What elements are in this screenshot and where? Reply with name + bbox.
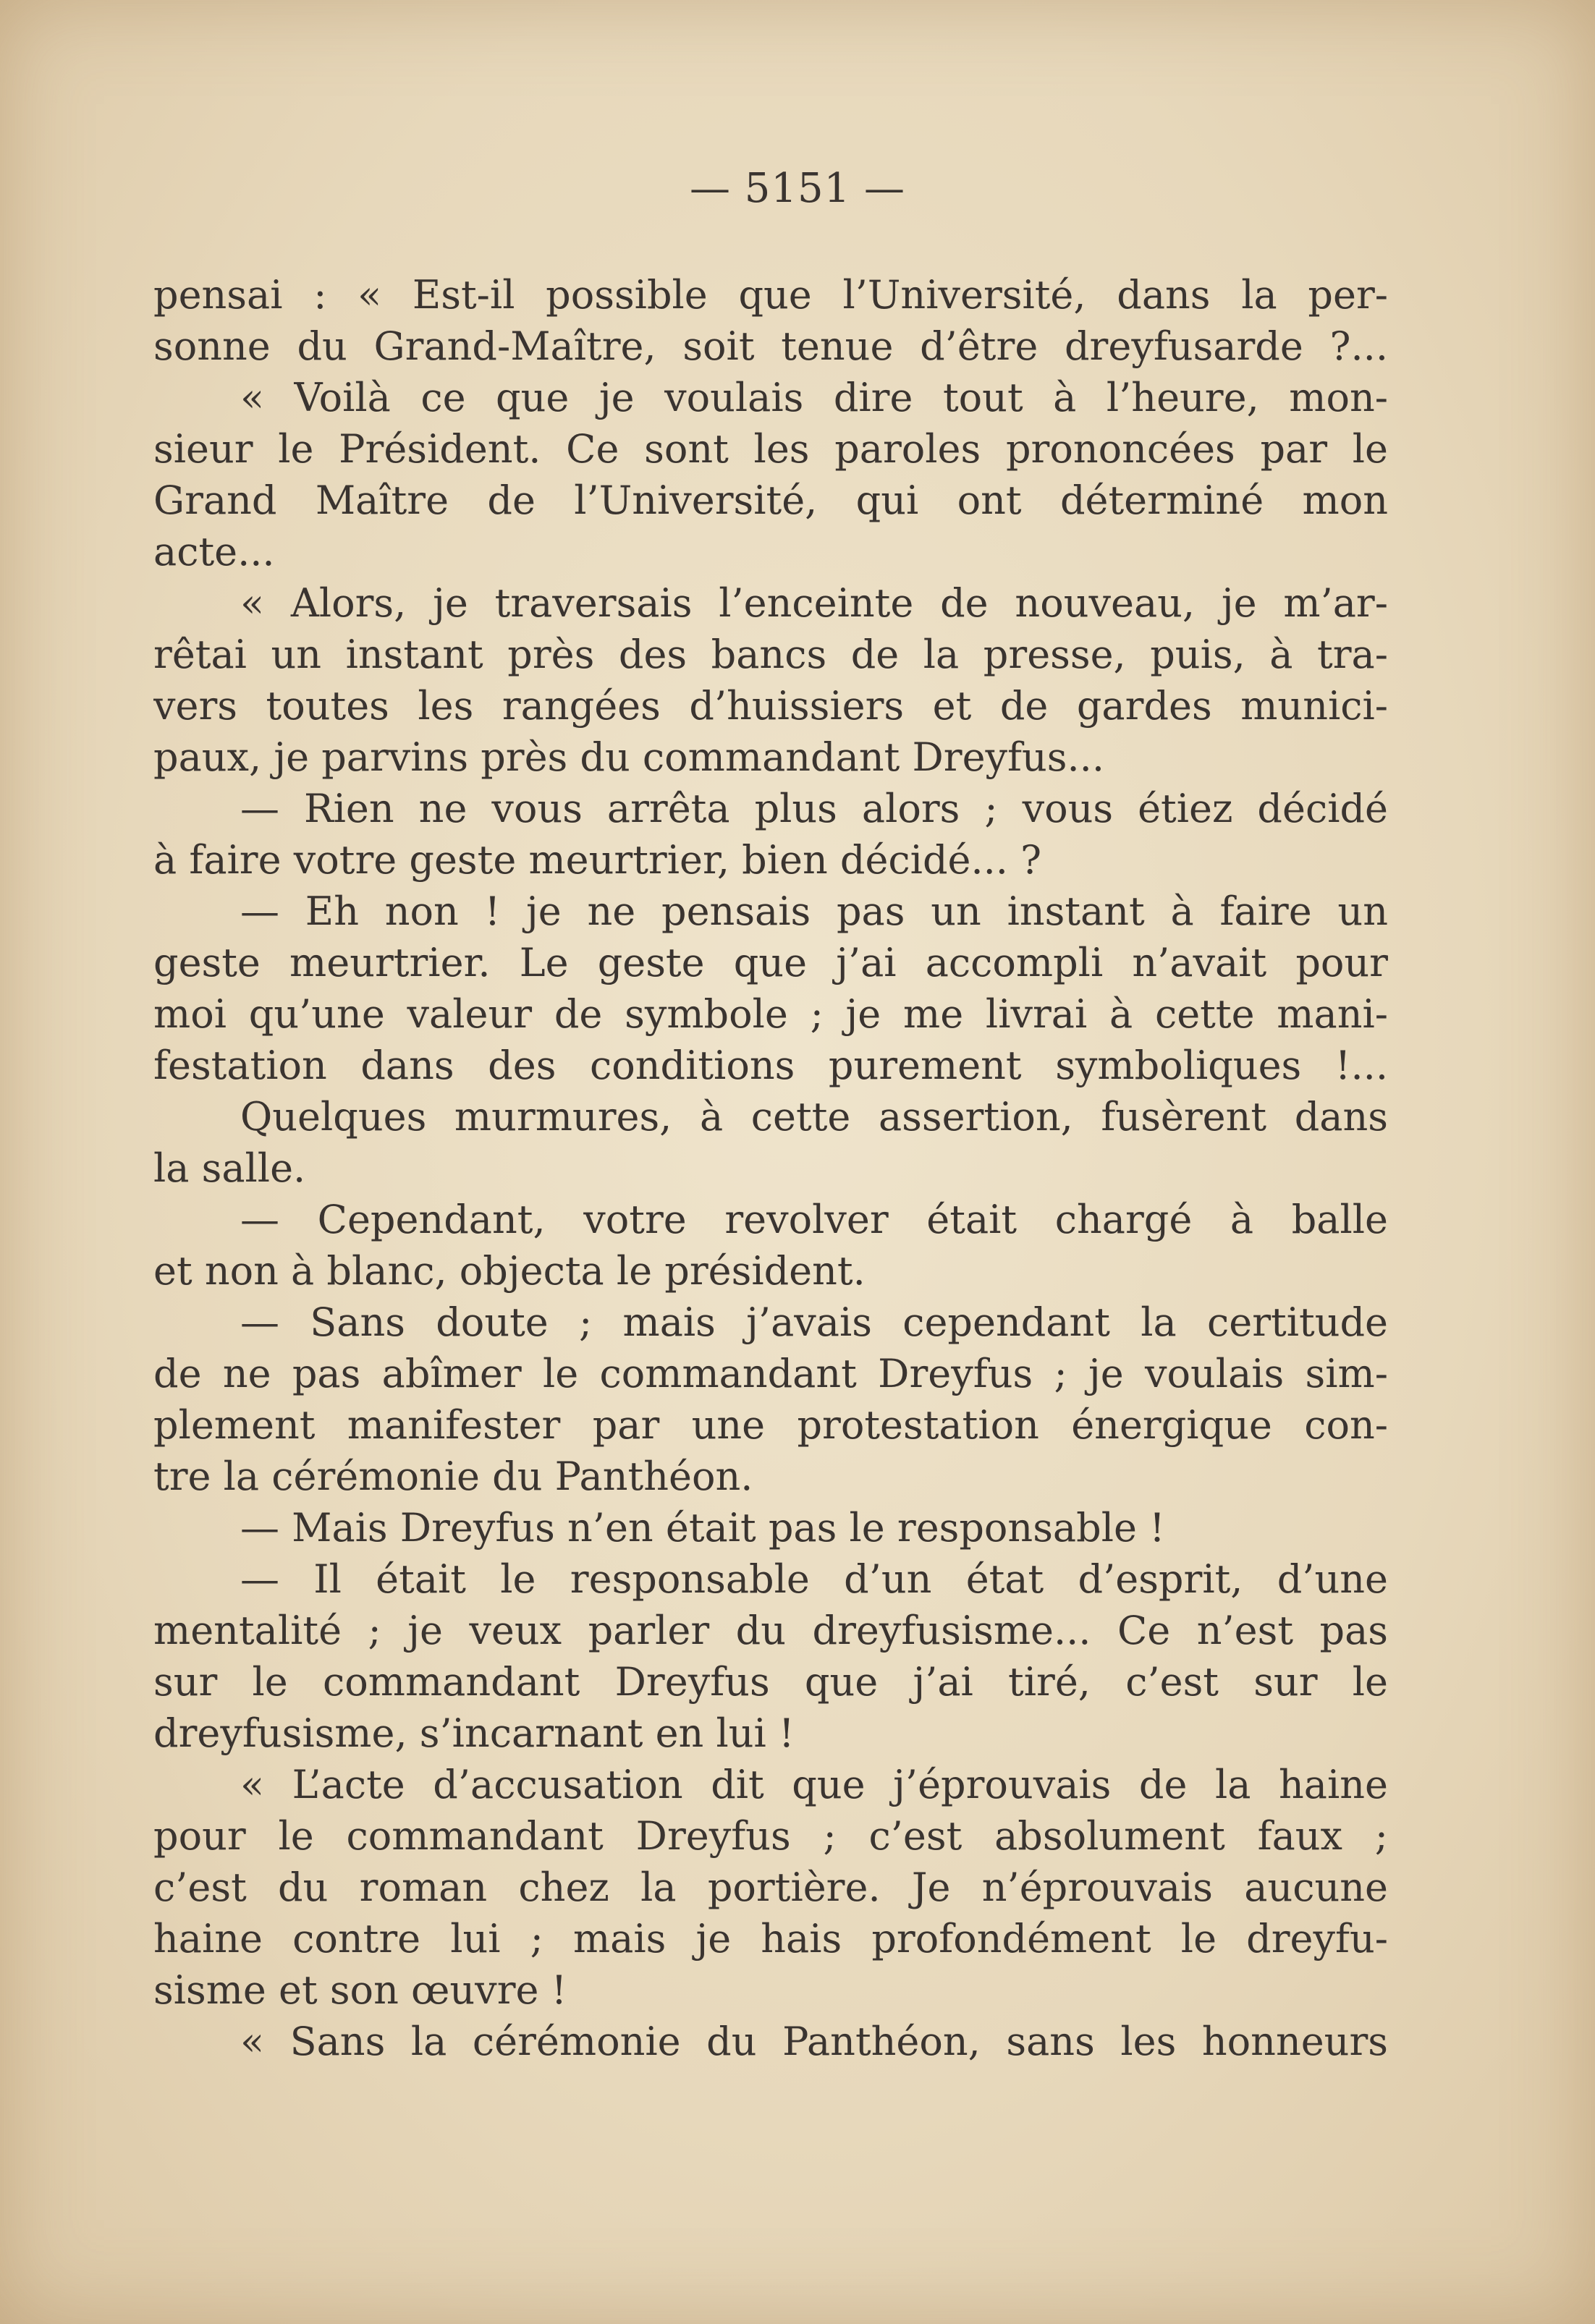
text-line: tre la cérémonie du Panthéon.	[153, 1454, 753, 1499]
text-line: et non à blanc, objecta le président.	[153, 1248, 866, 1294]
text-line: geste meurtrier. Le geste que j’ai accompli n’avait pour	[153, 940, 1388, 985]
text-line: plement manifester par une protestation énergique con-	[153, 1402, 1388, 1448]
text-line: Quelques murmures, à cette assertion, fusèrent dans	[240, 1094, 1388, 1140]
text-line: paux, je parvins près du commandant Dreyfus...	[153, 734, 1105, 780]
text-line: — Rien ne vous arrêta plus alors ; vous étiez décidé	[240, 786, 1388, 831]
text-line: — Mais Dreyfus n’en était pas le responsable !	[240, 1505, 1165, 1551]
body-text	[153, 269, 1388, 2067]
text-line: de ne pas abîmer le commandant Dreyfus ; je voulais sim-	[153, 1351, 1388, 1396]
text-line: « L’acte d’accusation dit que j’éprouvais de la haine	[240, 1762, 1388, 1807]
text-line: — Cependant, votre revolver était chargé à balle	[240, 1197, 1388, 1242]
text-line: acte...	[153, 529, 275, 574]
text-line: sisme et son œuvre !	[153, 1967, 567, 2013]
text-line: « Alors, je traversais l’enceinte de nouveau, je m’ar-	[240, 580, 1388, 626]
text-line: — Il était le responsable d’un état d’esprit, d’une	[240, 1556, 1388, 1602]
text-line: haine contre lui ; mais je hais profondément le dreyfu-	[153, 1916, 1388, 1962]
text-line: mentalité ; je veux parler du dreyfusisme... Ce n’est pas	[153, 1608, 1388, 1653]
text-line: la salle.	[153, 1145, 306, 1191]
text-line: à faire votre geste meurtrier, bien décidé... ?	[153, 837, 1042, 883]
text-line: c’est du roman chez la portière. Je n’éprouvais aucune	[153, 1865, 1388, 1910]
text-line: rêtai un instant près des bancs de la presse, puis, à tra-	[153, 632, 1388, 677]
text-line: Grand Maître de l’Université, qui ont déterminé mon	[153, 478, 1388, 523]
text-line: — Sans doute ; mais j’avais cependant la certitude	[240, 1299, 1388, 1345]
text-line: « Sans la cérémonie du Panthéon, sans les honneurs	[240, 2019, 1388, 2064]
text-line: dreyfusisme, s’incarnant en lui !	[153, 1710, 795, 1756]
text-line: sieur le Président. Ce sont les paroles prononcées par le	[153, 426, 1388, 472]
page-number: — 5151 —	[689, 165, 906, 212]
text-line: « Voilà ce que je voulais dire tout à l’heure, mon-	[240, 375, 1388, 420]
text-line: sonne du Grand-Maître, soit tenue d’être dreyfusarde ?...	[153, 323, 1388, 369]
text-line: moi qu’une valeur de symbole ; je me livrai à cette mani-	[153, 991, 1388, 1037]
text-line: pour le commandant Dreyfus ; c’est absolument faux ;	[153, 1813, 1388, 1859]
text-line: sur le commandant Dreyfus que j’ai tiré, c’est sur le	[153, 1659, 1388, 1705]
text-line: pensai : « Est-il possible que l’Université, dans la per-	[153, 272, 1388, 318]
text-line: — Eh non ! je ne pensais pas un instant à faire un	[240, 889, 1388, 934]
text-line: vers toutes les rangées d’huissiers et de gardes munici-	[153, 683, 1388, 729]
text-line: festation dans des conditions purement symboliques !...	[153, 1043, 1388, 1088]
